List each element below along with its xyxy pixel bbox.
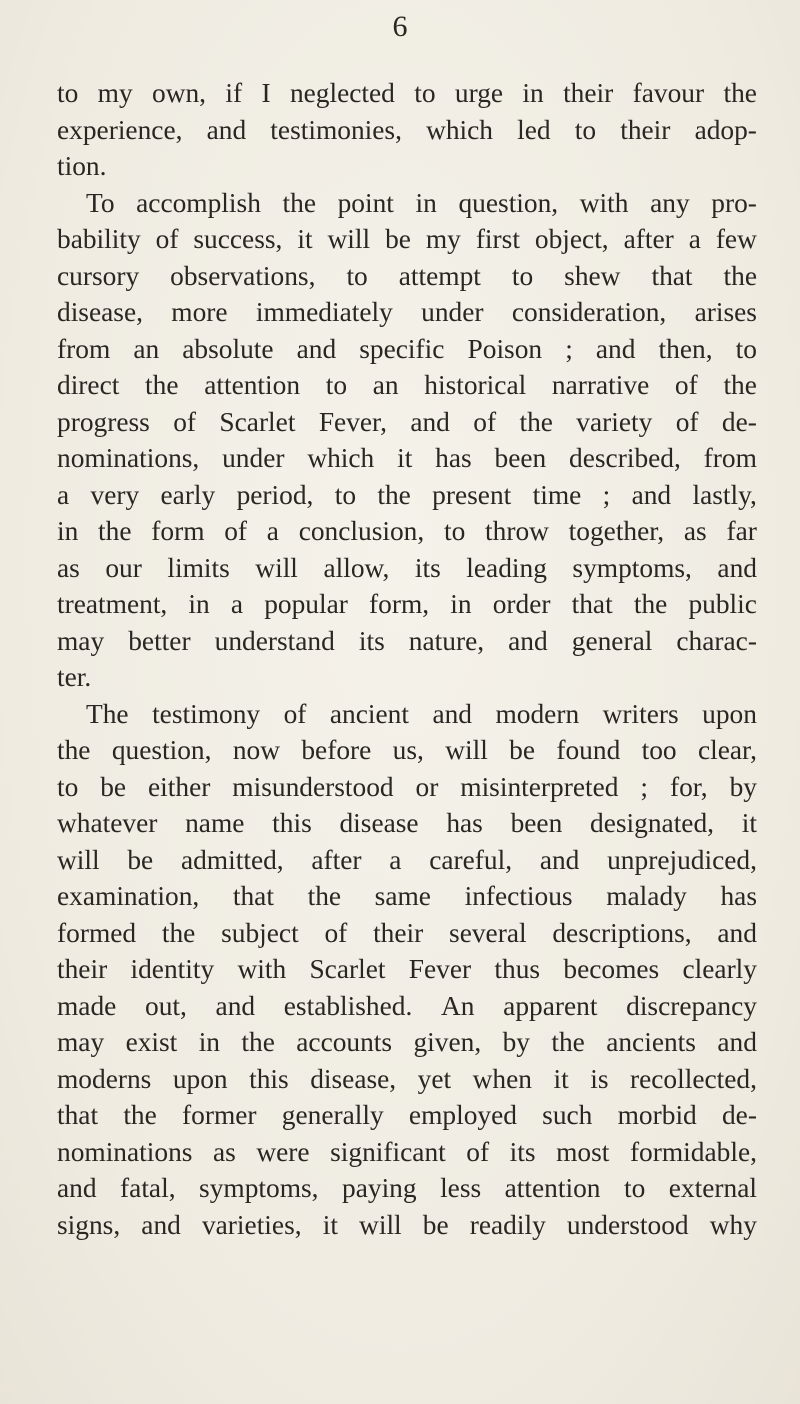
text-line: a very early period, to the present time ; and lastly, [57, 479, 757, 510]
text-line: to my own, if I neglected to urge in their favour the [57, 78, 757, 108]
text-line: may exist in the accounts given, by the ancients and [57, 1027, 757, 1057]
text-line: that the former generally employed such morbid de- [57, 1100, 757, 1130]
text-line: The testimony of ancient and modern writers upon [86, 698, 757, 729]
text-line: disease, more immediately under consideration, arises [57, 297, 757, 327]
text-line: cursory observations, to attempt to shew that the [57, 260, 757, 291]
page-number: 6 [392, 10, 408, 43]
text-line: in the form of a conclusion, to throw together, as far [57, 516, 757, 546]
text-line: signs, and varieties, it will be readily understood why [57, 1209, 757, 1240]
text-line: tion. [57, 151, 107, 181]
text-line: from an absolute and specific Poison ; and then, to [57, 333, 757, 364]
text-line: moderns upon this disease, yet when it is recollected, [57, 1063, 757, 1094]
text-line: to be either misunderstood or misinterpreted ; for, by [57, 771, 757, 802]
text-line: the question, now before us, will be found too clear, [57, 735, 757, 765]
text-line: will be admitted, after a careful, and unprejudiced, [57, 844, 757, 875]
text-line: ter. [57, 662, 92, 692]
text-line: nominations, under which it has been described, from [57, 443, 757, 473]
text-line: made out, and established. An apparent discrepancy [57, 990, 757, 1021]
text-line: direct the attention to an historical narrative of the [57, 370, 757, 400]
text-line: experience, and testimonies, which led to their adop- [57, 114, 757, 145]
text-line: progress of Scarlet Fever, and of the variety of de- [57, 406, 757, 437]
text-line: nominations as were significant of its most formidable, [57, 1136, 757, 1167]
text-line: their identity with Scarlet Fever thus becomes clearly [57, 954, 757, 984]
text-line: examination, that the same infectious malady has [57, 881, 757, 911]
text-line: To accomplish the point in question, with any pro- [86, 187, 757, 218]
text-line: treatment, in a popular form, in order that the public [57, 589, 757, 619]
text-line: may better understand its nature, and general charac- [57, 625, 757, 656]
text-line: and fatal, symptoms, paying less attention to external [57, 1173, 757, 1203]
text-line: as our limits will allow, its leading symptoms, and [57, 552, 757, 583]
text-line: bability of success, it will be my first object, after a few [57, 224, 757, 254]
text-line: formed the subject of their several descriptions, and [57, 917, 757, 948]
body-text [57, 75, 757, 1243]
text-line: whatever name this disease has been designated, it [57, 808, 757, 838]
